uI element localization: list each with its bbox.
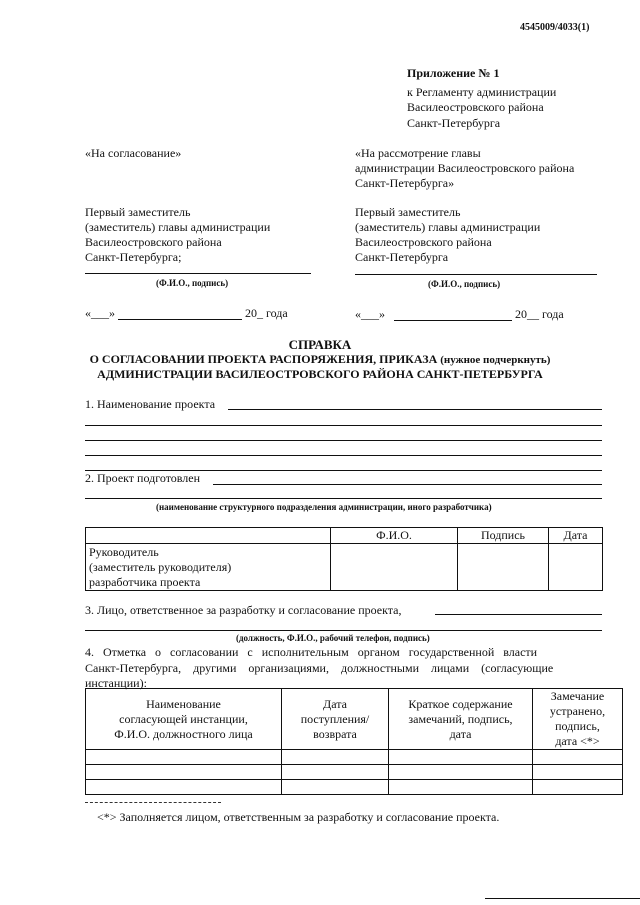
table-cell[interactable] <box>282 780 389 795</box>
date-cell[interactable] <box>549 544 603 591</box>
appendix-line: Василеостровского района <box>407 100 544 114</box>
footnote-text: <*> Заполняется лицом, ответственным за разработку и согласование проекта. <box>97 810 500 824</box>
table-cell[interactable] <box>533 780 623 795</box>
item1-label: 1. Наименование проекта <box>85 397 216 411</box>
footnote-separator <box>85 802 221 803</box>
item1-fill-line <box>85 440 602 441</box>
table-cell[interactable] <box>282 750 389 765</box>
header-line: Замечание <box>550 689 605 703</box>
right-date-year: 20__ года <box>515 307 564 321</box>
approval-table <box>85 688 623 795</box>
table-row-label <box>86 544 331 591</box>
left-date-year: 20_ года <box>245 306 288 320</box>
review-label: «На рассмотрение главы <box>355 146 481 160</box>
table-cell[interactable] <box>86 780 282 795</box>
approval-label: «На согласование» <box>85 146 182 160</box>
right-position-line: (заместитель) главы администрации <box>355 220 541 234</box>
table-cell[interactable] <box>86 750 282 765</box>
right-signature-line <box>355 274 597 275</box>
table-cell[interactable] <box>86 765 282 780</box>
item2-fill-line <box>85 498 602 499</box>
left-signature-line <box>85 273 311 274</box>
item2-caption: (наименование структурного подразделения администрации, иного разработчика) <box>156 502 492 512</box>
header-line: Дата <box>323 696 347 711</box>
table-header-cell: Дата <box>549 528 603 544</box>
table-cell[interactable] <box>389 765 533 780</box>
right-signature-caption: (Ф.И.О., подпись) <box>428 279 501 289</box>
page-edge-line <box>485 898 640 899</box>
right-date-day: «___» <box>355 307 385 321</box>
row-label-line: (заместитель руководителя) <box>89 560 232 574</box>
item2-label: 2. Проект подготовлен <box>85 471 201 485</box>
item3-fill-line <box>85 630 602 631</box>
review-label: Санкт-Петербурга» <box>355 176 455 190</box>
item2-fill-line <box>213 484 602 485</box>
table-row <box>86 765 623 780</box>
left-position-line: Санкт-Петербурга; <box>85 250 182 264</box>
item4-line: 4. Отметка о согласовании с исполнительным органом государственной власти <box>85 645 538 659</box>
header-line: замечаний, подпись, <box>408 711 513 726</box>
row-label-line: Руководитель <box>89 545 159 559</box>
row-label-line: разработчика проекта <box>89 575 201 589</box>
table-cell[interactable] <box>282 765 389 780</box>
document-heading: СПРАВКА <box>288 337 352 352</box>
appendix-title: Приложение № 1 <box>407 66 500 80</box>
table-cell[interactable] <box>533 750 623 765</box>
left-position-line: Василеостровского района <box>85 235 222 249</box>
table-cell[interactable] <box>533 765 623 780</box>
subheading-main: О СОГЛАСОВАНИИ ПРОЕКТА РАСПОРЯЖЕНИЯ, ПРИКАЗА <box>89 352 438 366</box>
developer-table <box>85 527 603 591</box>
appendix-line: Санкт-Петербурга <box>407 116 501 130</box>
item1-fill-line <box>228 409 602 410</box>
table-header-row <box>86 689 623 750</box>
table-row <box>86 544 603 591</box>
left-position-line: (заместитель) главы администрации <box>85 220 271 234</box>
header-line: Краткое содержание <box>408 696 513 711</box>
right-position-line: Василеостровского района <box>355 235 492 249</box>
table-header-row <box>86 528 603 544</box>
header-line: возврата <box>313 726 357 741</box>
signature-cell[interactable] <box>458 544 549 591</box>
review-label: администрации Василеостровского района <box>355 161 575 175</box>
document-subheading <box>0 352 640 367</box>
fio-cell[interactable] <box>331 544 458 591</box>
table-header-cell <box>389 689 533 750</box>
subheading-note: (нужное подчеркнуть) <box>440 354 551 366</box>
table-row <box>86 750 623 765</box>
header-line: подпись, <box>555 719 600 733</box>
table-cell[interactable] <box>389 750 533 765</box>
table-header-cell <box>282 689 389 750</box>
table-header-cell <box>86 689 282 750</box>
item3-caption: (должность, Ф.И.О., рабочий телефон, подпись) <box>236 633 430 643</box>
table-cell[interactable] <box>389 780 533 795</box>
item4-line: инстанции): <box>85 676 147 690</box>
item4-line: Санкт-Петербурга, другими организациями, должностными лицами (согласующие <box>85 661 554 675</box>
left-date-day: «___» <box>85 306 115 320</box>
header-line: Наименование <box>146 696 221 711</box>
left-position-line: Первый заместитель <box>85 205 191 219</box>
left-date-month-line <box>118 319 242 320</box>
right-date-month-line <box>394 320 512 321</box>
document-number: 4545009/4033(1) <box>520 22 590 33</box>
item1-fill-line <box>85 425 602 426</box>
right-position-line: Санкт-Петербурга <box>355 250 449 264</box>
table-header-cell: Подпись <box>458 528 549 544</box>
header-line: Ф.И.О. должностного лица <box>114 726 253 741</box>
table-row <box>86 780 623 795</box>
header-line: поступления/ <box>300 711 370 726</box>
item1-fill-line <box>85 455 602 456</box>
left-signature-caption: (Ф.И.О., подпись) <box>156 278 229 288</box>
table-header-cell: Ф.И.О. <box>331 528 458 544</box>
table-header-cell <box>533 689 623 750</box>
item3-fill-line <box>435 614 602 615</box>
document-subheading-line3: АДМИНИСТРАЦИИ ВАСИЛЕОСТРОВСКОГО РАЙОНА САНКТ-ПЕТЕРБУРГА <box>97 367 543 381</box>
header-line: согласующей инстанции, <box>119 711 248 726</box>
right-position-line: Первый заместитель <box>355 205 461 219</box>
header-line: дата <*> <box>555 734 600 748</box>
table-header-cell <box>86 528 331 544</box>
header-line: устранено, <box>549 704 606 718</box>
appendix-line: к Регламенту администрации <box>407 85 557 99</box>
header-line: дата <box>449 726 472 741</box>
item3-label: 3. Лицо, ответственное за разработку и согласование проекта, <box>85 603 402 617</box>
